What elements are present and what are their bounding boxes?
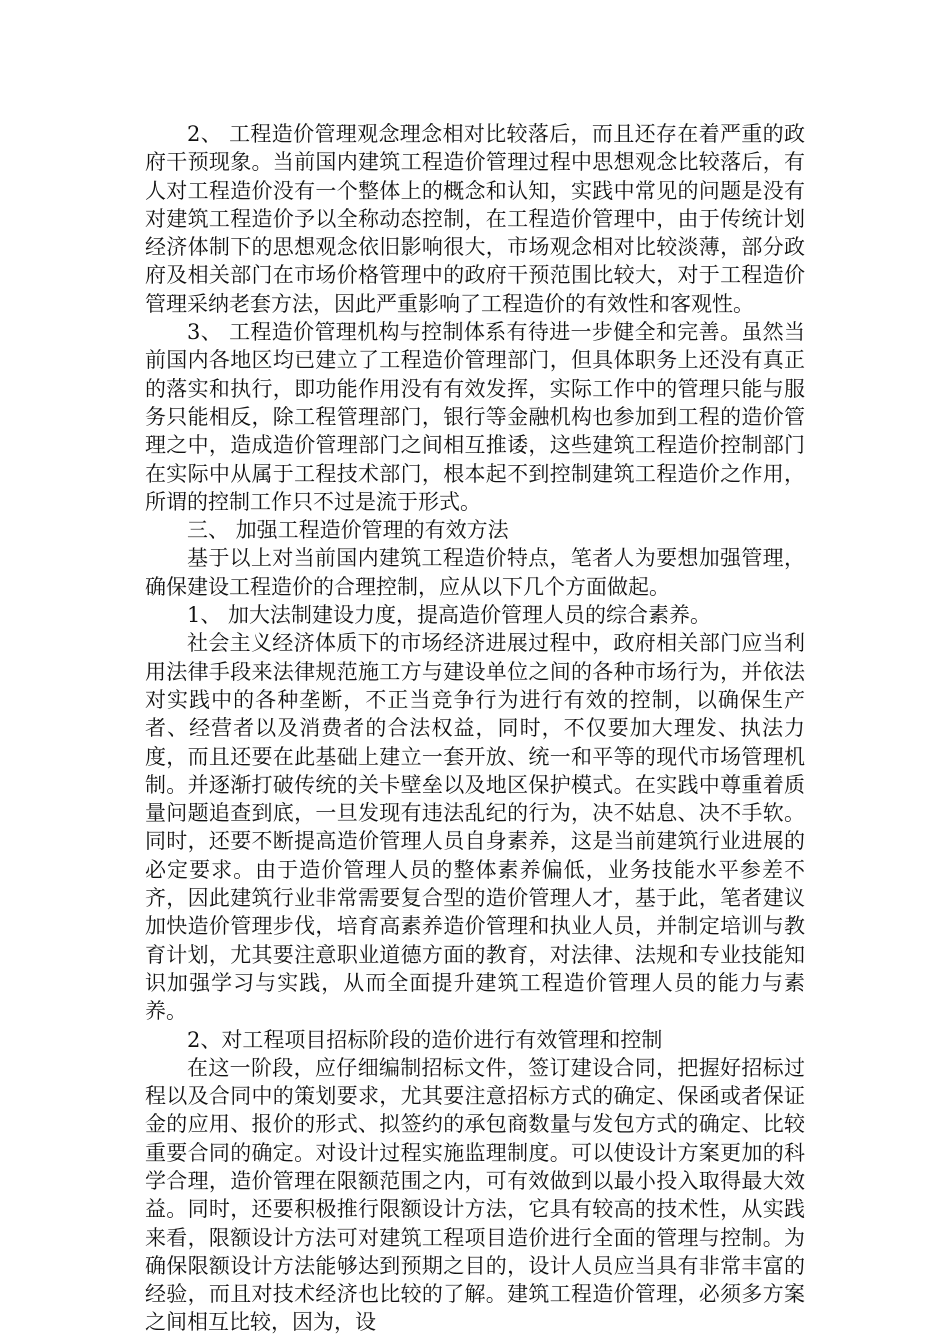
subheading-legal-construction: 1、 加大法制建设力度，提高造价管理人员的综合素养。 bbox=[187, 603, 712, 628]
paragraph-intro-methods: 基于以上对当前国内建筑工程造价特点，笔者人为要想加强管理，确保建设工程造价的合理控制，应从以下几个方面做起。 bbox=[145, 546, 805, 599]
paragraph-item-3-management-system: 3、 工程造价管理机构与控制体系有待进一步健全和完善。虽然当前国内各地区均已建立了工程造价管理部门，但具体职务上还没有真正的落实和执行，即功能作用没有有效发挥，实际工作中的管理只能与服务只能相反，除工程管理部门，银行等金融机构也参加到工程的造价管理之中，造成造价管理部门之间相互推诿，这些建筑工程造价控制部门在实际中从属于工程技术部门，根本起不到控制建筑工程造价之作用，所谓的控制工作只不过是流于形式。 bbox=[145, 320, 805, 514]
paragraph-bidding-stage: 在这一阶段，应仔细编制招标文件，签订建设合同，把握好招标过程以及合同中的策划要求，尤其要注意招标方式的确定、保函或者保证金的应用、报价的形式、拟签约的承包商数量与发包方式的确定、比较重要合同的确定。对设计过程实施监理制度。可以使设计方案更加的科学合理，造价管理在限额范围之内，可有效做到以最小投入取得最大效益。同时，还要积极推行限额设计方法，它具有较高的技术性，从实践来看，限额设计方法可对建筑工程项目造价进行全面的管理与控制。为确保限额设计方法能够达到预期之目的，设计人员应当具有非常丰富的经验，而且对技术经济也比较的了解。建筑工程造价管理，必须多方案之间相互比较，因为，设 bbox=[145, 1055, 805, 1335]
document-body bbox=[145, 120, 805, 1337]
section-heading-effective-methods: 三、 加强工程造价管理的有效方法 bbox=[187, 518, 509, 543]
paragraph-legal-construction: 社会主义经济体质下的市场经济进展过程中，政府相关部门应当利用法律手段来法律规范施工方与建设单位之间的各种市场行为，并依法对实践中的各种垄断，不正当竞争行为进行有效的控制，以确保生产者、经营者以及消费者的合法权益，同时，不仅要加大理发、执法力度，而且还要在此基础上建立一套开放、统一和平等的现代市场管理机制。并逐渐打破传统的关卡壁垒以及地区保护模式。在实践中尊重着质量问题追查到底，一旦发现有违法乱纪的行为，决不姑息、决不手软。同时，还要不断提高造价管理人员自身素养，这是当前建筑行业进展的必定要求。由于造价管理人员的整体素养偏低，业务技能水平参差不齐，因此建筑行业非常需要复合型的造价管理人才，基于此，笔者建议加快造价管理步伐，培育高素养造价管理和执业人员，并制定培训与教育计划，尤其要注意职业道德方面的教育，对法律、法规和专业技能知识加强学习与实践，从而全面提升建筑工程造价管理人员的能力与素养。 bbox=[145, 631, 805, 1024]
subheading-bidding-stage: 2、对工程项目招标阶段的造价进行有效管理和控制 bbox=[187, 1027, 663, 1052]
paragraph-item-2-government-intervention: 2、 工程造价管理观念理念相对比较落后，而且还存在着严重的政府干预现象。当前国内建筑工程造价管理过程中思想观念比较落后，有人对工程造价没有一个整体上的概念和认知，实践中常见的问题是没有对建筑工程造价予以全称动态控制，在工程造价管理中，由于传统计划经济体制下的思想观念依旧影响很大，市场观念相对比较淡薄，部分政府及相关部门在市场价格管理中的政府干预范围比较大，对于工程造价管理采纳老套方法，因此严重影响了工程造价的有效性和客观性。 bbox=[145, 122, 805, 316]
